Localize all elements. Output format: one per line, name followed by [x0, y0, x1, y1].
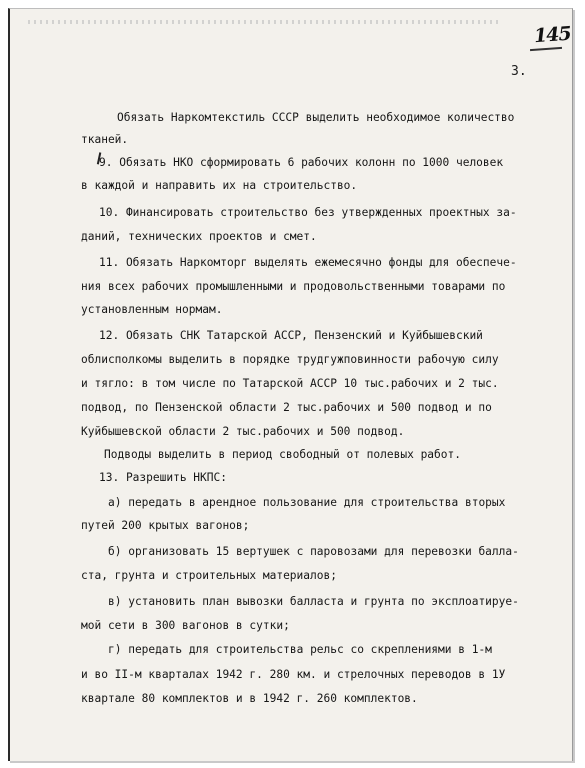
text-line: даний, технических проектов и смет.	[81, 230, 317, 243]
page-number: 3.	[511, 64, 527, 79]
text-line: 9. Обязать НКО сформировать 6 рабочих колонн по 1000 человек	[99, 156, 504, 169]
text-line: 10. Финансировать строительство без утвержденных проектных за-	[99, 206, 517, 219]
text-line: в каждой и направить их на строительство.	[81, 179, 358, 192]
text-line: 12. Обязать СНК Татарской АССР, Пензенский и Куйбышевский	[99, 329, 483, 342]
handwritten-archive-number: 145	[533, 22, 572, 48]
text-line: мой сети в 300 вагонов в сутки;	[81, 619, 290, 632]
text-line: ста, грунта и строительных материалов;	[81, 569, 337, 582]
text-line: г) передать для строительства рельс со скреплениями в 1-м	[108, 643, 492, 656]
text-line: 11. Обязать Наркомторг выделять ежемесячно фонды для обеспече-	[99, 256, 517, 269]
text-line: ния всех рабочих промышленными и продовольственными товарами по	[81, 280, 506, 293]
text-line: а) передать в арендное пользование для строительства вторых	[108, 496, 506, 509]
text-line: Обязать Наркомтекстиль СССР выделить необходимое количество	[117, 111, 515, 124]
text-line: 13. Разрешить НКПС:	[99, 471, 227, 484]
text-line: путей 200 крытых вагонов;	[81, 519, 250, 532]
text-line: б) организовать 15 вертушек с паровозами для перевозки балла-	[108, 545, 519, 558]
text-line: и тягло: в том числе по Татарской АССР 10 тыс.рабочих и 2 тыс.	[81, 377, 499, 390]
text-line: Подводы выделить в период свободный от полевых работ.	[104, 448, 461, 461]
scan-artifact	[28, 20, 498, 24]
text-line: тканей.	[81, 133, 129, 146]
text-line: Куйбышевской области 2 тыс.рабочих и 500 подвод.	[81, 425, 405, 438]
text-line: квартале 80 комплектов и в 1942 г. 260 комплектов.	[81, 692, 418, 705]
text-line: облисполкомы выделить в порядке трудгужповинности рабочую силу	[81, 353, 499, 366]
text-line: подвод, по Пензенской области 2 тыс.рабочих и 500 подвод и по	[81, 401, 492, 414]
text-line: в) установить план вывозки балласта и грунта по эксплоатируе-	[108, 595, 519, 608]
text-line: и во II-м кварталах 1942 г. 280 км. и стрелочных переводов в 1У	[81, 668, 506, 681]
text-line: установленным нормам.	[81, 303, 223, 316]
